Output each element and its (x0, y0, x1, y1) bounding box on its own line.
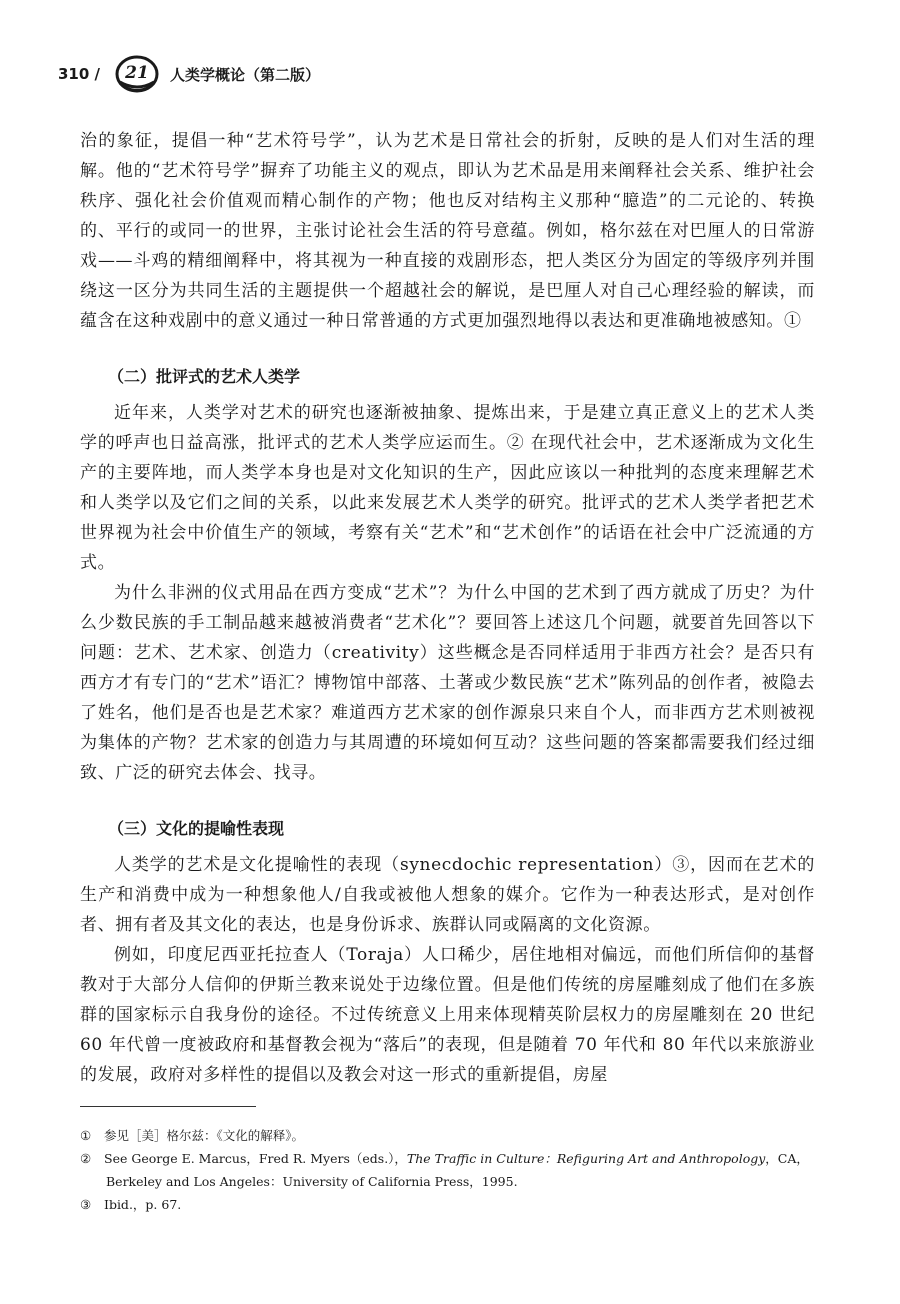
page-number: 310 / (58, 65, 101, 83)
footnote-book-title: The Traffic in Culture：Refiguring Art and Anthropology (406, 1151, 766, 1166)
book-title: 人类学概论（第二版） (170, 65, 321, 84)
footnote-divider (80, 1106, 256, 1107)
paragraph: 为什么非洲的仪式用品在西方变成“艺术”？为什么中国的艺术到了西方就成了历史？为什么少数民族的手工制品越来越被消费者“艺术化”？要回答上述这几个问题，就要首先回答以下问题：艺术、艺术家、创造力（creativity）这些概念是否同样适用于非西方社会？是否只有西方才有专门的“艺术”语汇？博物馆中部落、土著或少数民族“艺术”陈列品的创作者，被隐去了姓名，他们是否也是艺术家？难道西方艺术家的创作源泉只来自个人，而非西方艺术则被视为集体的产物？艺术家的创造力与其周遭的环境如何互动？这些问题的答案都需要我们经过细致、广泛的研究去体会、找寻。 (80, 583, 815, 783)
footnote-text: 参见［美］格尔兹：《文化的解释》。 (104, 1128, 305, 1143)
footnote-marker: ② (80, 1151, 92, 1166)
series-logo-icon (114, 52, 160, 96)
footnote-text: ，CA，Berkeley and Los Angeles：University of California Press，1995. (106, 1151, 809, 1189)
paragraph: 例如，印度尼西亚托拉查人（Toraja）人口稀少，居住地相对偏远，而他们所信仰的基督教对于大部分人信仰的伊斯兰教来说处于边缘位置。但是他们传统的房屋雕刻成了他们在多族群的国家标示自我身份的途径。不过传统意义上用来体现精英阶层权力的房屋雕刻在 20 世纪 60 年代曾一度被政府和基督教会视为“落后”的表现，但是随着 70 年代和 80 年代以来旅游业的发展，政府对多样性的提倡以及教会对这一形式的重新提倡，房屋 (80, 945, 815, 1085)
section-heading: （三）文化的提喻性表现 (108, 819, 285, 838)
footnote-marker: ① (80, 1128, 92, 1143)
section-heading: （二）批评式的艺术人类学 (108, 367, 301, 386)
footnote-marker: ③ (80, 1197, 92, 1212)
footnote-text: Ibid.，p. 67. (104, 1197, 182, 1212)
paragraph: 人类学的艺术是文化提喻性的表现（synecdochic representation）③，因而在艺术的生产和消费中成为一种想象他人/自我或被他人想象的媒介。它作为一种表达形式，是对创作者、拥有者及其文化的表达，也是身份诉求、族群认同或隔离的文化资源。 (80, 855, 815, 935)
paragraph: 近年来，人类学对艺术的研究也逐渐被抽象、提炼出来，于是建立真正意义上的艺术人类学的呼声也日益高涨，批评式的艺术人类学应运而生。② 在现代社会中，艺术逐渐成为文化生产的主要阵地，而人类学本身也是对文化知识的生产，因此应该以一种批判的态度来理解艺术和人类学以及它们之间的关系，以此来发展艺术人类学的研究。批评式的艺术人类学者把艺术世界视为社会中价值生产的领域，考察有关“艺术”和“艺术创作”的话语在社会中广泛流通的方式。 (80, 403, 815, 573)
paragraph: 治的象征，提倡一种“艺术符号学”，认为艺术是日常社会的折射，反映的是人们对生活的理解。他的“艺术符号学”摒弃了功能主义的观点，即认为艺术品是用来阐释社会关系、维护社会秩序、强化社会价值观而精心制作的产物；他也反对结构主义那种“臆造”的二元论的、转换的、平行的或同一的世界，主张讨论社会生活的符号意蕴。例如，格尔兹在对巴厘人的日常游戏——斗鸡的精细阐释中，将其视为一种直接的戏剧形态，把人类区分为固定的等级序列并围绕这一区分为共同生活的主题提供一个超越社会的解说，是巴厘人对自己心理经验的解读，而蕴含在这种戏剧中的意义通过一种日常普通的方式更加强烈地得以表达和更准确地被感知。① (80, 131, 815, 331)
footnote (80, 1193, 815, 1216)
svg-text:21: 21 (125, 63, 149, 83)
footnotes (80, 1124, 815, 1216)
footnote-text: See George E. Marcus，Fred R. Myers（eds.）， (104, 1151, 407, 1166)
page-header (58, 52, 320, 96)
page-body (80, 126, 815, 1090)
footnote (80, 1147, 815, 1193)
footnote (80, 1124, 815, 1147)
